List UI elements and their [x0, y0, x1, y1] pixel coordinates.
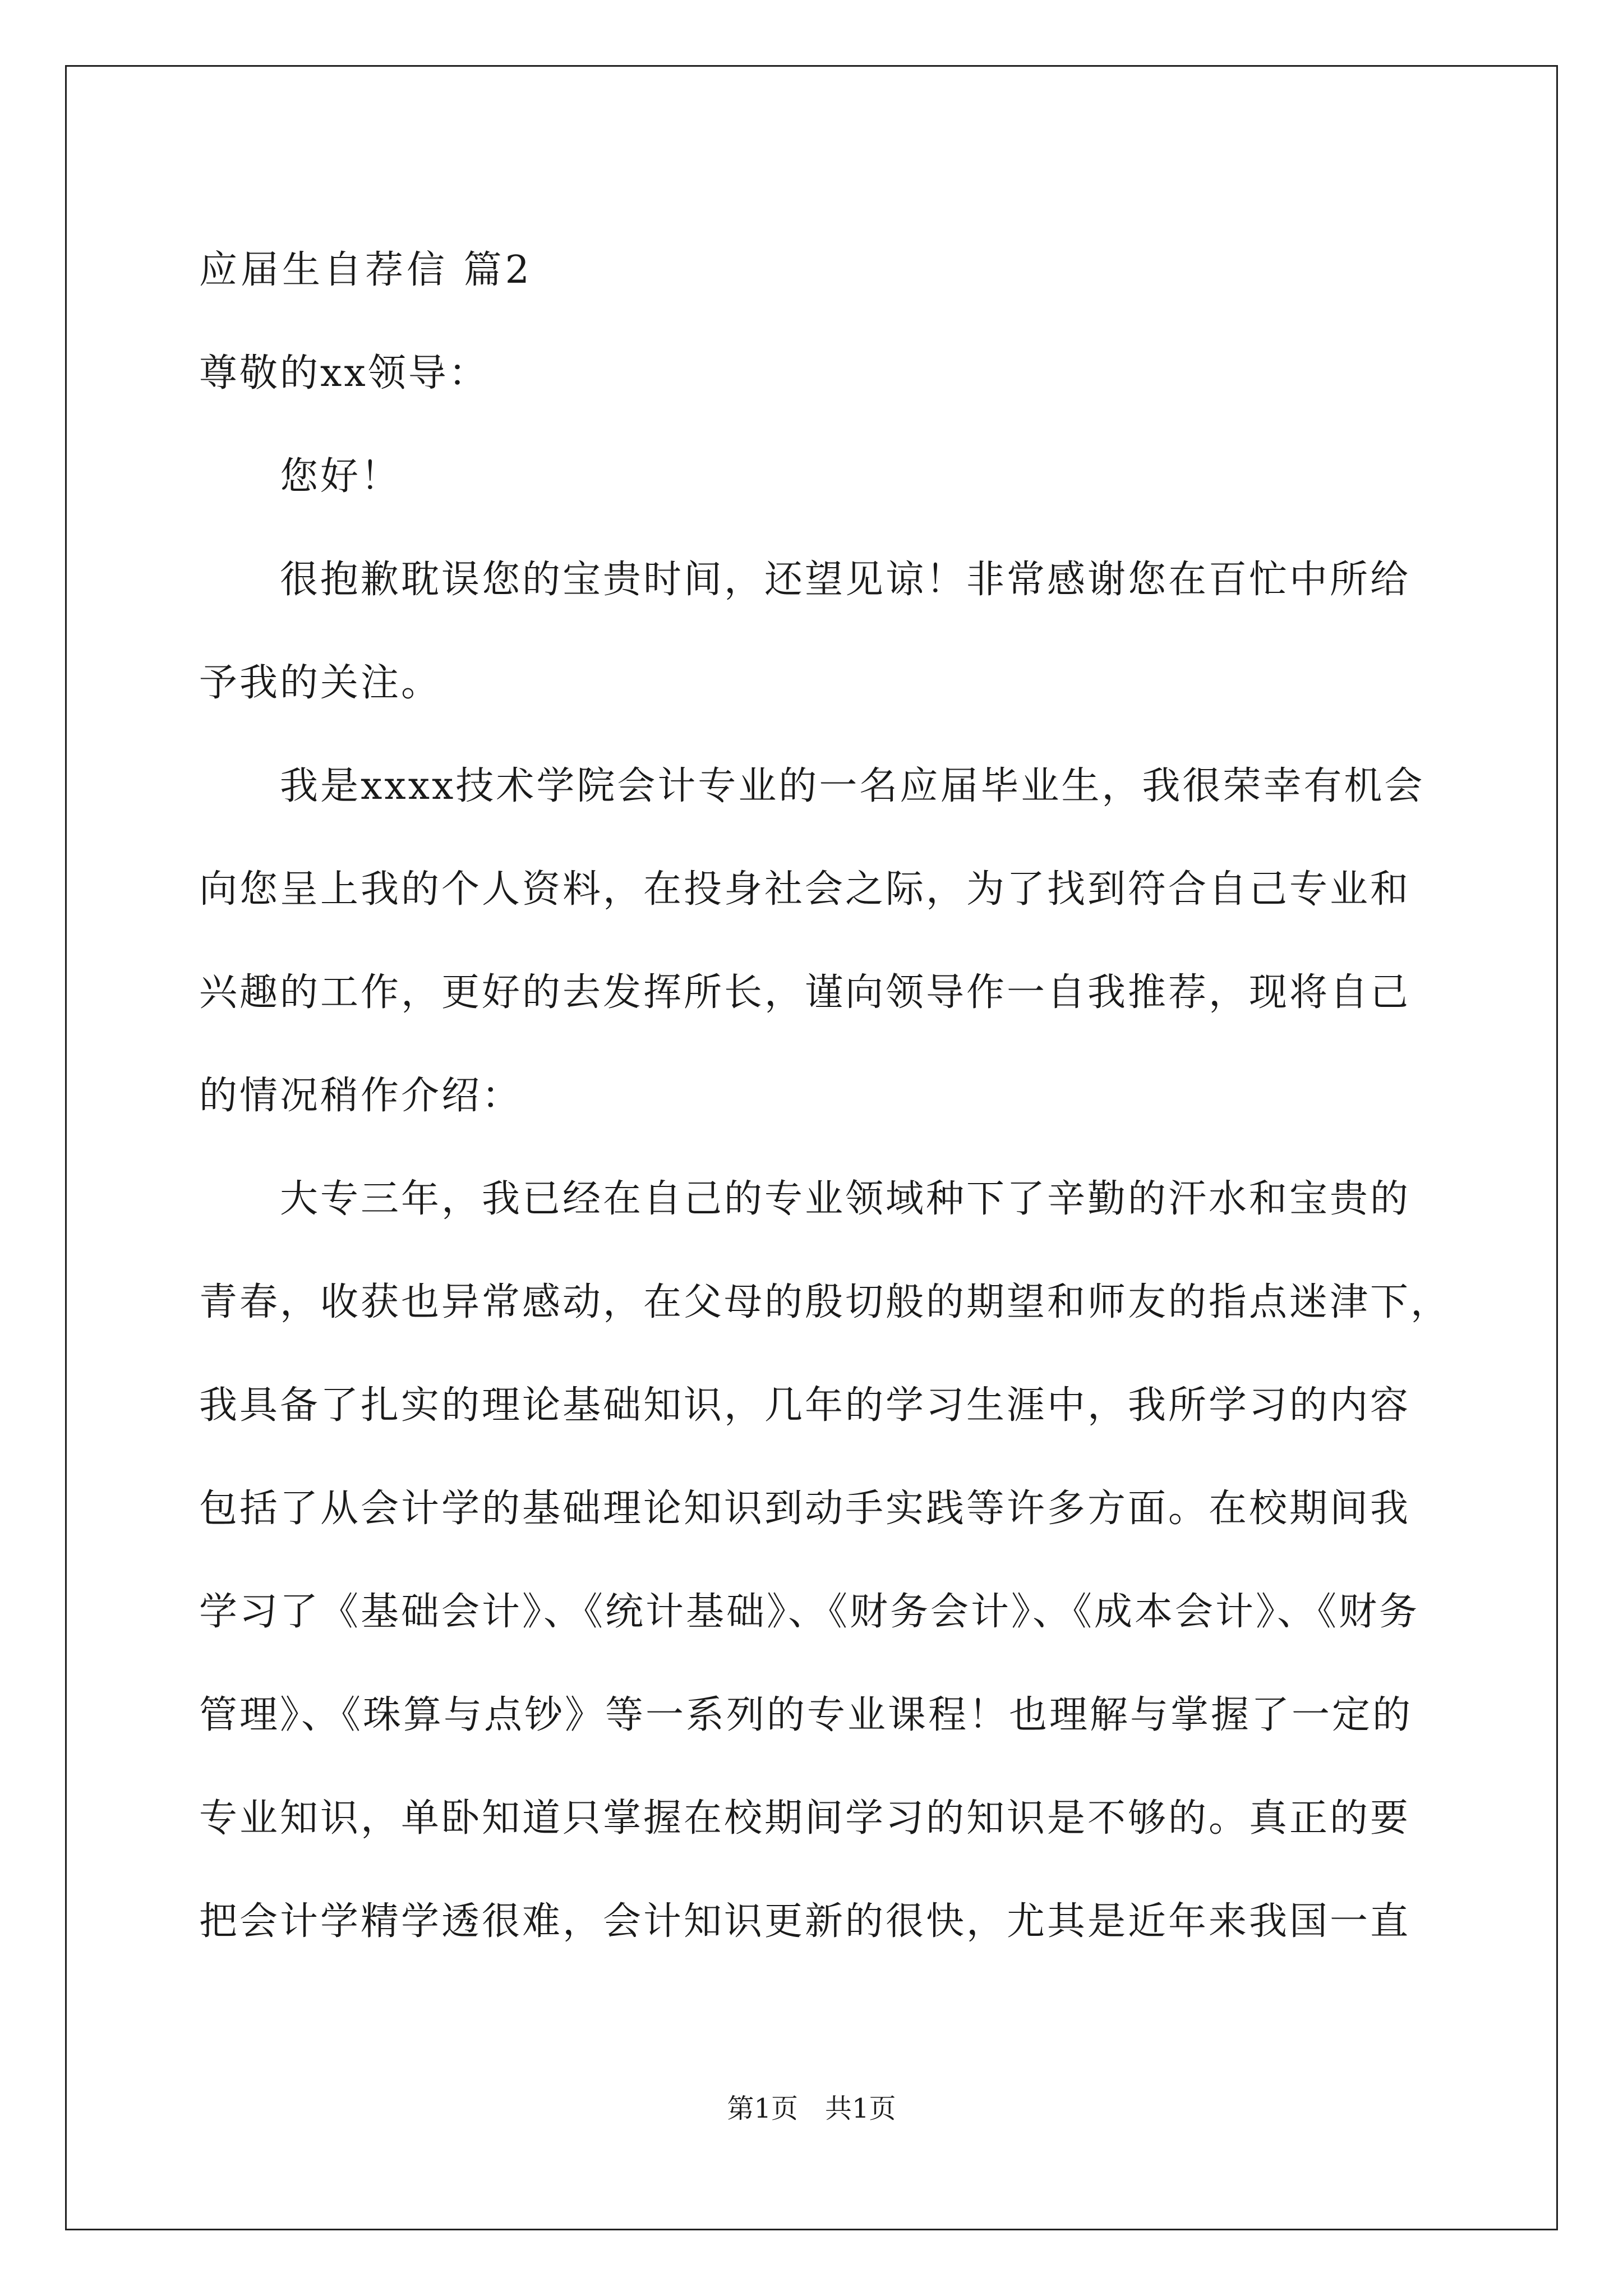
paragraph-line: 兴趣的工作，更好的去发挥所长，谨向领导作一自我推荐，现将自己: [199, 970, 1411, 1015]
letter-body: [199, 219, 1451, 1973]
paragraph-line: 我是xxxx技术学院会计专业的一名应届毕业生，我很荣幸有机会: [280, 764, 1425, 808]
paragraph-line: 包括了从会计学的基础理论知识到动手实践等许多方面。在校期间我: [199, 1487, 1411, 1531]
paragraph-line: 青春，收获也异常感动，在父母的殷切般的期望和师友的指点迷津下，: [199, 1280, 1451, 1324]
paragraph-line: 大专三年，我已经在自己的专业领域种下了辛勤的汗水和宝贵的: [280, 1177, 1411, 1221]
paragraph-line: 学习了《基础会计》、《统计基础》、《财务会计》、《成本会计》、《财务: [199, 1590, 1420, 1634]
paragraph-line: 我具备了扎实的理论基础知识，几年的学习生涯中，我所学习的内容: [199, 1383, 1411, 1428]
paragraph-line: 予我的关注。: [199, 661, 442, 705]
document-title: 应届生自荐信 篇2: [199, 248, 533, 292]
paragraph-line: 很抱歉耽误您的宝贵时间，还望见谅！非常感谢您在百忙中所给: [280, 558, 1411, 602]
paragraph-line: 向您呈上我的个人资料，在投身社会之际，为了找到符合自己专业和: [199, 867, 1411, 912]
paragraph-line: 的情况稍作介绍：: [199, 1074, 523, 1118]
paragraph-line: 专业知识，单卧知道只掌握在校期间学习的知识是不够的。真正的要: [199, 1796, 1411, 1841]
paragraph-line: 管理》、《珠算与点钞》等一系列的专业课程！也理解与掌握了一定的: [199, 1693, 1413, 1737]
page-footer: 第1页 共1页: [727, 2093, 896, 2124]
paragraph-line: 把会计学精学透很难，会计知识更新的很快，尤其是近年来我国一直: [199, 1899, 1411, 1944]
salutation: 尊敬的xx领导：: [199, 351, 489, 395]
greeting: 您好！: [280, 454, 402, 499]
